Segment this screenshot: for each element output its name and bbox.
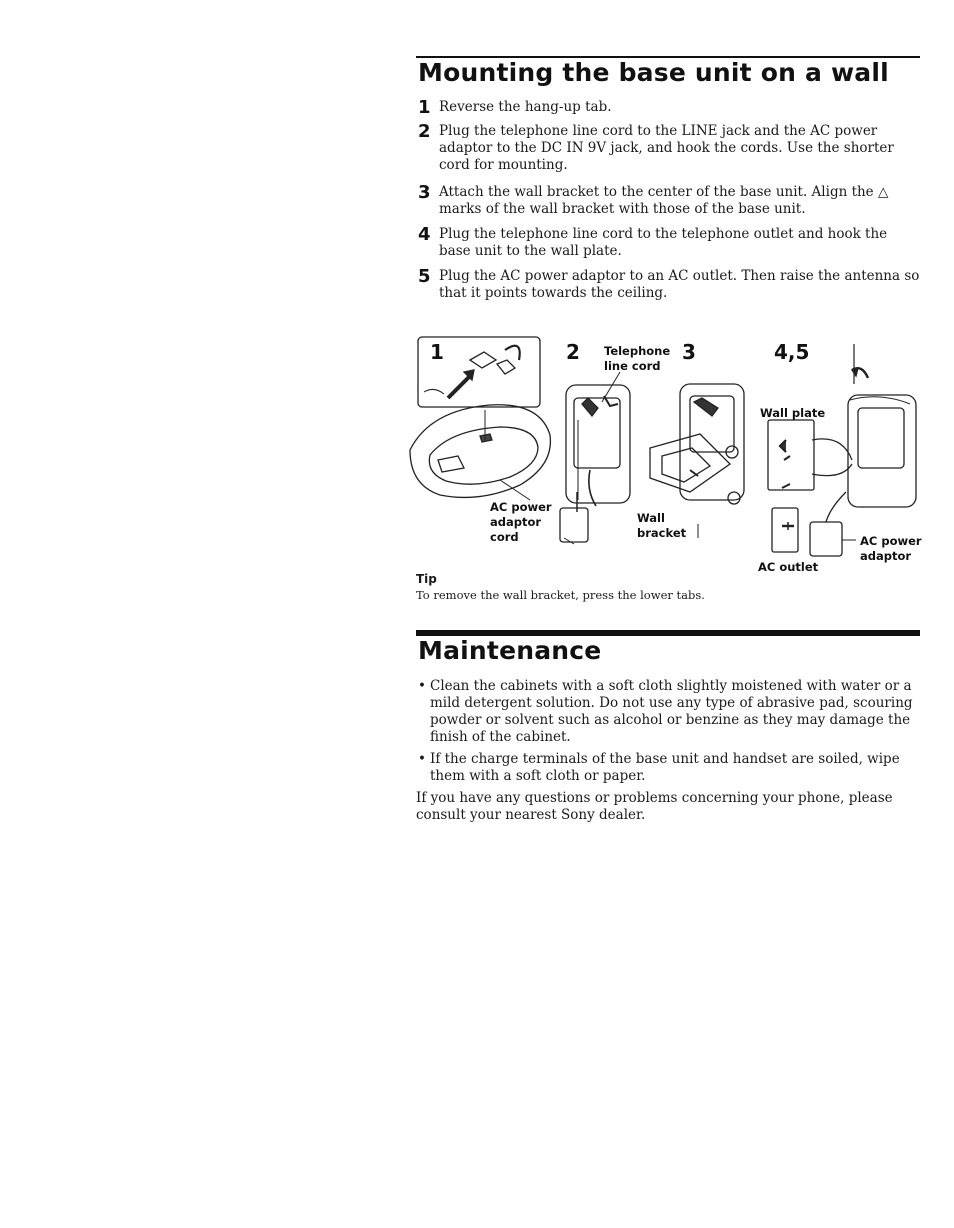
ac-adaptor-plug xyxy=(560,508,588,542)
tip-text: To remove the wall bracket, press the lower tabs. xyxy=(416,588,705,602)
figure-number-2: 2 xyxy=(566,340,580,364)
tip-heading: Tip xyxy=(416,572,437,586)
ac-outlet xyxy=(772,508,798,552)
step-text: Attach the wall bracket to the center of the base unit. Align the △ marks of the wall bracket with those of the base unit. xyxy=(439,184,889,217)
step-number: 1 xyxy=(418,97,431,118)
step-text: Plug the telephone line cord to the telephone outlet and hook the base unit to the wall plate. xyxy=(439,226,888,259)
circle-2-marker xyxy=(728,492,740,504)
step-number: 3 xyxy=(418,182,431,203)
figure-number-4-5: 4,5 xyxy=(774,340,810,364)
arrow-up-icon xyxy=(448,376,470,398)
label-telephone-line-cord: Telephone line cord xyxy=(604,344,671,373)
label-ac-outlet: AC outlet xyxy=(758,560,819,574)
section-title-maintenance: Maintenance xyxy=(418,636,602,665)
maintenance-bullet-2 xyxy=(418,751,918,785)
bullet-text: Clean the cabinets with a soft cloth slightly moistened with water or a mild detergent solution. Do not use any type of abrasive pad, scouring powder or solvent such as alcohol or benzine as they may damage the finish of the cabinet. xyxy=(430,678,913,745)
label-ac-power-adaptor-cord: AC power adaptor cord xyxy=(490,500,552,544)
wall-plate xyxy=(768,420,814,490)
step-text: Reverse the hang-up tab. xyxy=(439,99,612,115)
label-wall-bracket: Wall bracket xyxy=(637,511,687,540)
closing-paragraph: If you have any questions or problems concerning your phone, please consult your nearest Sony dealer. xyxy=(416,790,893,823)
hang-up-tab-icon xyxy=(470,352,496,368)
bullet-text: If the charge terminals of the base unit and handset are soiled, wipe them with a soft cloth or paper. xyxy=(430,751,900,784)
bullet-dot: • xyxy=(418,751,426,767)
step-number: 5 xyxy=(418,266,431,287)
step-text: Plug the telephone line cord to the LINE jack and the AC power adaptor to the DC IN 9V jack, and hook the cords. Use the shorter cord for mounting. xyxy=(439,123,894,173)
step-number: 4 xyxy=(418,224,431,245)
step-number: 2 xyxy=(418,121,431,142)
step-text: Plug the AC power adaptor to an AC outlet. Then raise the antenna so that it points towards the ceiling. xyxy=(439,268,920,301)
section-title-mounting: Mounting the base unit on a wall xyxy=(418,58,889,87)
label-wall-plate: Wall plate xyxy=(760,406,826,420)
bullet-dot: • xyxy=(418,678,426,694)
figure-number-3: 3 xyxy=(682,340,696,364)
figure-number-1: 1 xyxy=(430,340,444,364)
ac-power-adaptor xyxy=(810,522,842,556)
maintenance-bullet-1 xyxy=(418,678,918,746)
label-ac-power-adaptor: AC power adaptor xyxy=(860,534,922,563)
